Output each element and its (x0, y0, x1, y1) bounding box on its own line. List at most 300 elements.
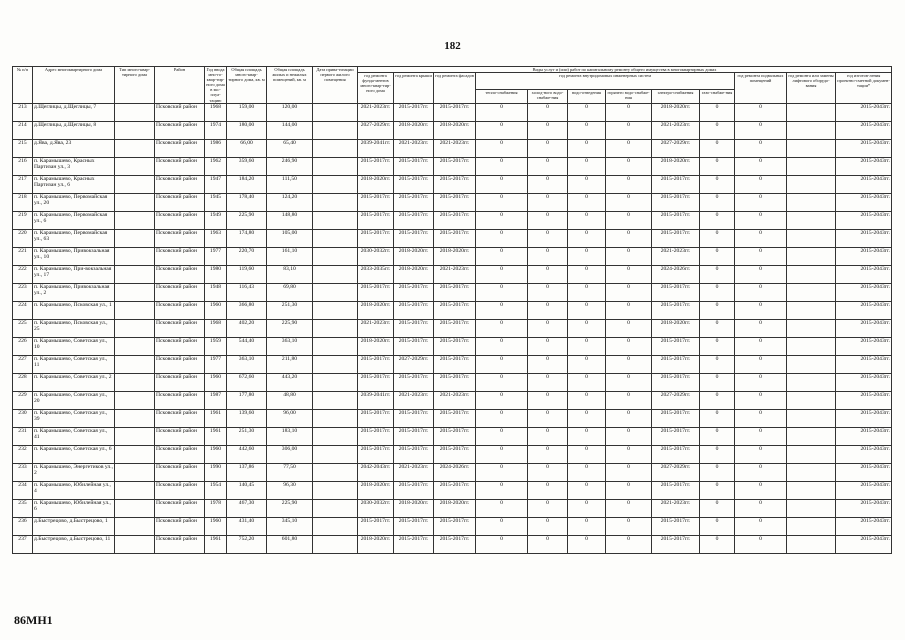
cell-cold: 0 (528, 481, 568, 499)
cell-year: 1959 (205, 337, 227, 355)
cell-num: 218 (13, 193, 33, 211)
cell-roof: 2015-2017гг. (394, 427, 434, 445)
cell-hot: 0 (606, 427, 652, 445)
cell-roof: 2021-2023гг. (394, 139, 434, 157)
cell-sewer: 0 (568, 265, 606, 283)
header-engineering-group: год ремонта внутридомовых инженерных систем (476, 73, 735, 90)
cell-docs: 2015-2043гг. (836, 337, 892, 355)
cell-foundation: 2021-2023гг. (358, 319, 394, 337)
cell-basement: 0 (735, 499, 787, 517)
cell-roof: 2015-2017гг. (394, 103, 434, 121)
cell-year: 1961 (205, 427, 227, 445)
cell-cold: 0 (528, 175, 568, 193)
cell-roof: 2015-2017гг. (394, 481, 434, 499)
cell-heat: 0 (476, 265, 528, 283)
table-row (13, 103, 892, 121)
cell-privatization-date (313, 517, 358, 535)
cell-basement: 0 (735, 211, 787, 229)
table-row (13, 445, 892, 463)
cell-living: 225,90 (267, 319, 313, 337)
cell-year: 1954 (205, 481, 227, 499)
cell-privatization-date (313, 103, 358, 121)
cell-electric: 2015-2017гг. (652, 409, 700, 427)
cell-cold: 0 (528, 265, 568, 283)
cell-year: 1990 (205, 463, 227, 481)
header-elevator: год ремонта или замены лифтового оборудо-вания (787, 73, 836, 104)
cell-year: 1987 (205, 391, 227, 409)
cell-heat: 0 (476, 247, 528, 265)
cell-basement: 0 (735, 481, 787, 499)
cell-docs: 2015-2043гг. (836, 481, 892, 499)
cell-gas: 0 (700, 319, 735, 337)
cell-district: Псковский район (155, 121, 205, 139)
cell-address: п. Карамышево, Юбилейная ул., 6 (33, 499, 115, 517)
cell-area: 159,00 (227, 103, 267, 121)
cell-facade: 2015-2017гг. (434, 175, 476, 193)
cell-address: п. Карамышево, Красных Партизан ул., 3 (33, 157, 115, 175)
cell-address: д.Щеглицы, д.Щеглицы, 8 (33, 121, 115, 139)
cell-cold: 0 (528, 355, 568, 373)
cell-district: Псковский район (155, 517, 205, 535)
cell-num: 231 (13, 427, 33, 445)
cell-heat: 0 (476, 193, 528, 211)
cell-docs: 2015-2043гг. (836, 139, 892, 157)
cell-house-type (115, 463, 155, 481)
cell-living: 48,80 (267, 391, 313, 409)
cell-house-type (115, 283, 155, 301)
cell-sewer: 0 (568, 535, 606, 553)
cell-house-type (115, 373, 155, 391)
cell-house-type (115, 337, 155, 355)
cell-roof: 2018-2020гг. (394, 265, 434, 283)
cell-elevator (787, 229, 836, 247)
cell-cold: 0 (528, 319, 568, 337)
cell-elevator (787, 211, 836, 229)
cell-cold: 0 (528, 337, 568, 355)
cell-basement: 0 (735, 535, 787, 553)
table-row (13, 265, 892, 283)
cell-cold: 0 (528, 517, 568, 535)
cell-basement: 0 (735, 139, 787, 157)
cell-hot: 0 (606, 121, 652, 139)
cell-district: Псковский район (155, 319, 205, 337)
cell-foundation: 2030-2032гг. (358, 247, 394, 265)
cell-living: 601,80 (267, 535, 313, 553)
cell-docs: 2015-2043гг. (836, 499, 892, 517)
cell-house-type (115, 229, 155, 247)
cell-elevator (787, 427, 836, 445)
cell-address: п. Карамышево, Привокзальная ул., 2 (33, 283, 115, 301)
cell-facade: 2015-2017гг. (434, 319, 476, 337)
cell-district: Псковский район (155, 211, 205, 229)
table-body (13, 103, 892, 553)
cell-heat: 0 (476, 121, 528, 139)
cell-cold: 0 (528, 157, 568, 175)
header-hot-water: горячего водо-снабже-ния (606, 89, 652, 103)
cell-hot: 0 (606, 409, 652, 427)
cell-district: Псковский район (155, 247, 205, 265)
cell-foundation: 2039-2041гг. (358, 139, 394, 157)
cell-sewer: 0 (568, 463, 606, 481)
cell-num: 233 (13, 463, 33, 481)
cell-num: 236 (13, 517, 33, 535)
cell-year: 1960 (205, 373, 227, 391)
cell-docs: 2015-2043гг. (836, 409, 892, 427)
cell-living: 105,00 (267, 229, 313, 247)
cell-address: п. Карамышево, Советская ул., 20 (33, 391, 115, 409)
cell-elevator (787, 319, 836, 337)
cell-cold: 0 (528, 535, 568, 553)
cell-district: Псковский район (155, 265, 205, 283)
cell-num: 226 (13, 337, 33, 355)
cell-docs: 2015-2043гг. (836, 391, 892, 409)
header-address: Адрес многоквартирного дома (33, 67, 115, 104)
header-year-built: Год ввода мно-го-квар-тир-ного дома в экс-плуа-тацию (206, 67, 225, 103)
cell-living: 69,80 (267, 283, 313, 301)
table-row (13, 409, 892, 427)
cell-area: 366,80 (227, 301, 267, 319)
cell-foundation: 2015-2017гг. (358, 157, 394, 175)
cell-address: п. Карамышево, Советская ул., 11 (33, 355, 115, 373)
cell-cold: 0 (528, 445, 568, 463)
table-row (13, 175, 892, 193)
cell-electric: 2015-2017гг. (652, 355, 700, 373)
cell-cold: 0 (528, 247, 568, 265)
cell-hot: 0 (606, 535, 652, 553)
cell-gas: 0 (700, 409, 735, 427)
cell-sewer: 0 (568, 373, 606, 391)
cell-living: 225,90 (267, 499, 313, 517)
cell-gas: 0 (700, 157, 735, 175)
cell-facade: 2015-2017гг. (434, 301, 476, 319)
cell-house-type (115, 193, 155, 211)
cell-electric: 2015-2017гг. (652, 283, 700, 301)
cell-roof: 2015-2017гг. (394, 373, 434, 391)
cell-area: 442,60 (227, 445, 267, 463)
cell-roof: 2015-2017гг. (394, 175, 434, 193)
cell-elevator (787, 445, 836, 463)
cell-electric: 2015-2017гг. (652, 229, 700, 247)
cell-year: 1978 (205, 499, 227, 517)
cell-cold: 0 (528, 409, 568, 427)
cell-elevator (787, 535, 836, 553)
cell-area: 178,40 (227, 193, 267, 211)
cell-num: 219 (13, 211, 33, 229)
cell-district: Псковский район (155, 409, 205, 427)
cell-hot: 0 (606, 265, 652, 283)
cell-docs: 2015-2043гг. (836, 319, 892, 337)
cell-elevator (787, 103, 836, 121)
cell-basement: 0 (735, 373, 787, 391)
cell-gas: 0 (700, 535, 735, 553)
cell-foundation: 2039-2041гг. (358, 391, 394, 409)
cell-house-type (115, 481, 155, 499)
cell-gas: 0 (700, 211, 735, 229)
cell-privatization-date (313, 301, 358, 319)
cell-district: Псковский район (155, 157, 205, 175)
cell-electric: 2015-2017гг. (652, 535, 700, 553)
cell-roof: 2015-2017гг. (394, 229, 434, 247)
cell-hot: 0 (606, 193, 652, 211)
cell-district: Псковский район (155, 463, 205, 481)
cell-area: 137,86 (227, 463, 267, 481)
table-row (13, 499, 892, 517)
cell-cold: 0 (528, 121, 568, 139)
cell-electric: 2015-2017гг. (652, 175, 700, 193)
table-row (13, 355, 892, 373)
cell-basement: 0 (735, 463, 787, 481)
cell-basement: 0 (735, 301, 787, 319)
cell-privatization-date (313, 211, 358, 229)
cell-year: 1962 (205, 157, 227, 175)
cell-privatization-date (313, 409, 358, 427)
cell-hot: 0 (606, 517, 652, 535)
cell-hot: 0 (606, 211, 652, 229)
cell-house-type (115, 445, 155, 463)
cell-docs: 2015-2043гг. (836, 427, 892, 445)
cell-house-type (115, 409, 155, 427)
table-row (13, 157, 892, 175)
cell-elevator (787, 247, 836, 265)
cell-elevator (787, 409, 836, 427)
cell-hot: 0 (606, 445, 652, 463)
cell-basement: 0 (735, 157, 787, 175)
cell-foundation: 2018-2020гг. (358, 535, 394, 553)
cell-facade: 2015-2017гг. (434, 103, 476, 121)
cell-heat: 0 (476, 499, 528, 517)
cell-hot: 0 (606, 319, 652, 337)
cell-cold: 0 (528, 211, 568, 229)
header-gas: газо-снабже-ния (700, 89, 735, 103)
cell-cold: 0 (528, 103, 568, 121)
cell-address: п. Карамышево, Энергетиков ул., 2 (33, 463, 115, 481)
cell-gas: 0 (700, 193, 735, 211)
cell-living: 161,10 (267, 247, 313, 265)
cell-gas: 0 (700, 139, 735, 157)
header-living-area: Общая площадь жилых и нежилых помещений, кв. м (267, 67, 313, 104)
cell-area: 177,80 (227, 391, 267, 409)
cell-elevator (787, 283, 836, 301)
cell-area: 544,40 (227, 337, 267, 355)
cell-docs: 2015-2043гг. (836, 193, 892, 211)
cell-area: 225,90 (227, 211, 267, 229)
cell-district: Псковский район (155, 175, 205, 193)
cell-elevator (787, 175, 836, 193)
cell-area: 402,20 (227, 319, 267, 337)
cell-year: 1960 (205, 517, 227, 535)
cell-year: 1960 (205, 445, 227, 463)
cell-cold: 0 (528, 139, 568, 157)
cell-facade: 2015-2017гг. (434, 355, 476, 373)
cell-address: п. Карамышево, Первомайская ул., 63 (33, 229, 115, 247)
cell-living: 111,50 (267, 175, 313, 193)
cell-roof: 2018-2020гг. (394, 499, 434, 517)
cell-sewer: 0 (568, 229, 606, 247)
cell-house-type (115, 211, 155, 229)
cell-living: 148,80 (267, 211, 313, 229)
cell-num: 217 (13, 175, 33, 193)
cell-facade: 2015-2017гг. (434, 481, 476, 499)
cell-num: 235 (13, 499, 33, 517)
cell-docs: 2015-2043гг. (836, 355, 892, 373)
cell-basement: 0 (735, 319, 787, 337)
cell-facade: 2021-2023гг. (434, 139, 476, 157)
cell-district: Псковский район (155, 283, 205, 301)
cell-living: 183,10 (267, 427, 313, 445)
table-row (13, 373, 892, 391)
cell-roof: 2027-2029гг. (394, 355, 434, 373)
cell-living: 363,10 (267, 337, 313, 355)
cell-basement: 0 (735, 265, 787, 283)
cell-address: п. Карамышево, Юбилейная ул., 4 (33, 481, 115, 499)
cell-privatization-date (313, 355, 358, 373)
cell-elevator (787, 463, 836, 481)
cell-electric: 2015-2017гг. (652, 427, 700, 445)
cell-roof: 2018-2020гг. (394, 121, 434, 139)
cell-living: 124,20 (267, 193, 313, 211)
cell-foundation: 2015-2017гг. (358, 445, 394, 463)
cell-docs: 2015-2043гг. (836, 229, 892, 247)
cell-heat: 0 (476, 103, 528, 121)
cell-gas: 0 (700, 373, 735, 391)
cell-roof: 2018-2020гг. (394, 247, 434, 265)
cell-living: 120,00 (267, 103, 313, 121)
cell-living: 96,00 (267, 409, 313, 427)
cell-foundation: 2015-2017гг. (358, 193, 394, 211)
cell-district: Псковский район (155, 445, 205, 463)
cell-basement: 0 (735, 355, 787, 373)
cell-electric: 2015-2017гг. (652, 445, 700, 463)
cell-num: 229 (13, 391, 33, 409)
cell-electric: 2015-2017гг. (652, 193, 700, 211)
cell-sewer: 0 (568, 175, 606, 193)
cell-gas: 0 (700, 175, 735, 193)
cell-privatization-date (313, 391, 358, 409)
cell-gas: 0 (700, 121, 735, 139)
cell-foundation: 2042-2043гг. (358, 463, 394, 481)
cell-sewer: 0 (568, 193, 606, 211)
cell-district: Псковский район (155, 391, 205, 409)
cell-electric: 2018-2020гг. (652, 157, 700, 175)
cell-living: 345,10 (267, 517, 313, 535)
cell-area: 251,30 (227, 427, 267, 445)
cell-cold: 0 (528, 283, 568, 301)
header-foundation: год ремонта фунда-ментов много-квар-тир-ного дома (358, 73, 394, 104)
cell-privatization-date (313, 463, 358, 481)
header-sewer: водо-отведения (568, 89, 606, 103)
cell-gas: 0 (700, 337, 735, 355)
cell-docs: 2015-2043гг. (836, 211, 892, 229)
cell-privatization-date (313, 499, 358, 517)
cell-area: 119,60 (227, 265, 267, 283)
cell-num: 213 (13, 103, 33, 121)
cell-elevator (787, 481, 836, 499)
cell-electric: 2027-2029гг. (652, 391, 700, 409)
cell-heat: 0 (476, 229, 528, 247)
cell-house-type (115, 175, 155, 193)
cell-elevator (787, 157, 836, 175)
cell-foundation: 2018-2020гг. (358, 175, 394, 193)
cell-heat: 0 (476, 175, 528, 193)
table-row (13, 319, 892, 337)
cell-cold: 0 (528, 499, 568, 517)
cell-sewer: 0 (568, 355, 606, 373)
cell-num: 227 (13, 355, 33, 373)
cell-sewer: 0 (568, 247, 606, 265)
cell-heat: 0 (476, 337, 528, 355)
cell-num: 221 (13, 247, 33, 265)
cell-basement: 0 (735, 427, 787, 445)
cell-cold: 0 (528, 229, 568, 247)
cell-year: 1968 (205, 103, 227, 121)
cell-facade: 2018-2020гг. (434, 121, 476, 139)
cell-district: Псковский район (155, 337, 205, 355)
cell-num: 225 (13, 319, 33, 337)
cell-gas: 0 (700, 499, 735, 517)
cell-electric: 2021-2023гг. (652, 121, 700, 139)
cell-electric: 2015-2017гг. (652, 211, 700, 229)
cell-address: п. Карамышево, Псковская ул., 25 (33, 319, 115, 337)
cell-house-type (115, 301, 155, 319)
table-row (13, 301, 892, 319)
cell-facade: 2015-2017гг. (434, 193, 476, 211)
cell-foundation: 2018-2020гг. (358, 481, 394, 499)
cell-hot: 0 (606, 139, 652, 157)
cell-heat: 0 (476, 211, 528, 229)
cell-electric: 2021-2023гг. (652, 247, 700, 265)
cell-foundation: 2027-2029гг. (358, 121, 394, 139)
cell-electric: 2015-2017гг. (652, 337, 700, 355)
cell-roof: 2015-2017гг. (394, 319, 434, 337)
cell-living: 144,00 (267, 121, 313, 139)
cell-house-type (115, 157, 155, 175)
table-row (13, 247, 892, 265)
cell-cold: 0 (528, 391, 568, 409)
cell-foundation: 2015-2017гг. (358, 427, 394, 445)
cell-basement: 0 (735, 175, 787, 193)
cell-heat: 0 (476, 283, 528, 301)
cell-house-type (115, 103, 155, 121)
cell-num: 234 (13, 481, 33, 499)
cell-heat: 0 (476, 445, 528, 463)
cell-num: 216 (13, 157, 33, 175)
cell-elevator (787, 121, 836, 139)
cell-living: 443,20 (267, 373, 313, 391)
cell-hot: 0 (606, 301, 652, 319)
cell-gas: 0 (700, 517, 735, 535)
cell-docs: 2015-2043гг. (836, 247, 892, 265)
cell-elevator (787, 193, 836, 211)
cell-sewer: 0 (568, 283, 606, 301)
cell-hot: 0 (606, 247, 652, 265)
cell-privatization-date (313, 535, 358, 553)
cell-num: 224 (13, 301, 33, 319)
cell-electric: 2015-2017гг. (652, 517, 700, 535)
cell-foundation: 2015-2017гг. (358, 283, 394, 301)
cell-foundation: 2033-2035гг. (358, 265, 394, 283)
cell-gas: 0 (700, 463, 735, 481)
cell-area: 752,20 (227, 535, 267, 553)
cell-district: Псковский район (155, 373, 205, 391)
cell-year: 1977 (205, 355, 227, 373)
cell-privatization-date (313, 283, 358, 301)
cell-roof: 2015-2017гг. (394, 157, 434, 175)
cell-address: п. Карамышево, Псковская ул., 1 (33, 301, 115, 319)
cell-heat: 0 (476, 355, 528, 373)
cell-docs: 2015-2043гг. (836, 103, 892, 121)
cell-facade: 2015-2017гг. (434, 157, 476, 175)
header-house-type: Тип много-квар-тирного дома (115, 67, 155, 104)
